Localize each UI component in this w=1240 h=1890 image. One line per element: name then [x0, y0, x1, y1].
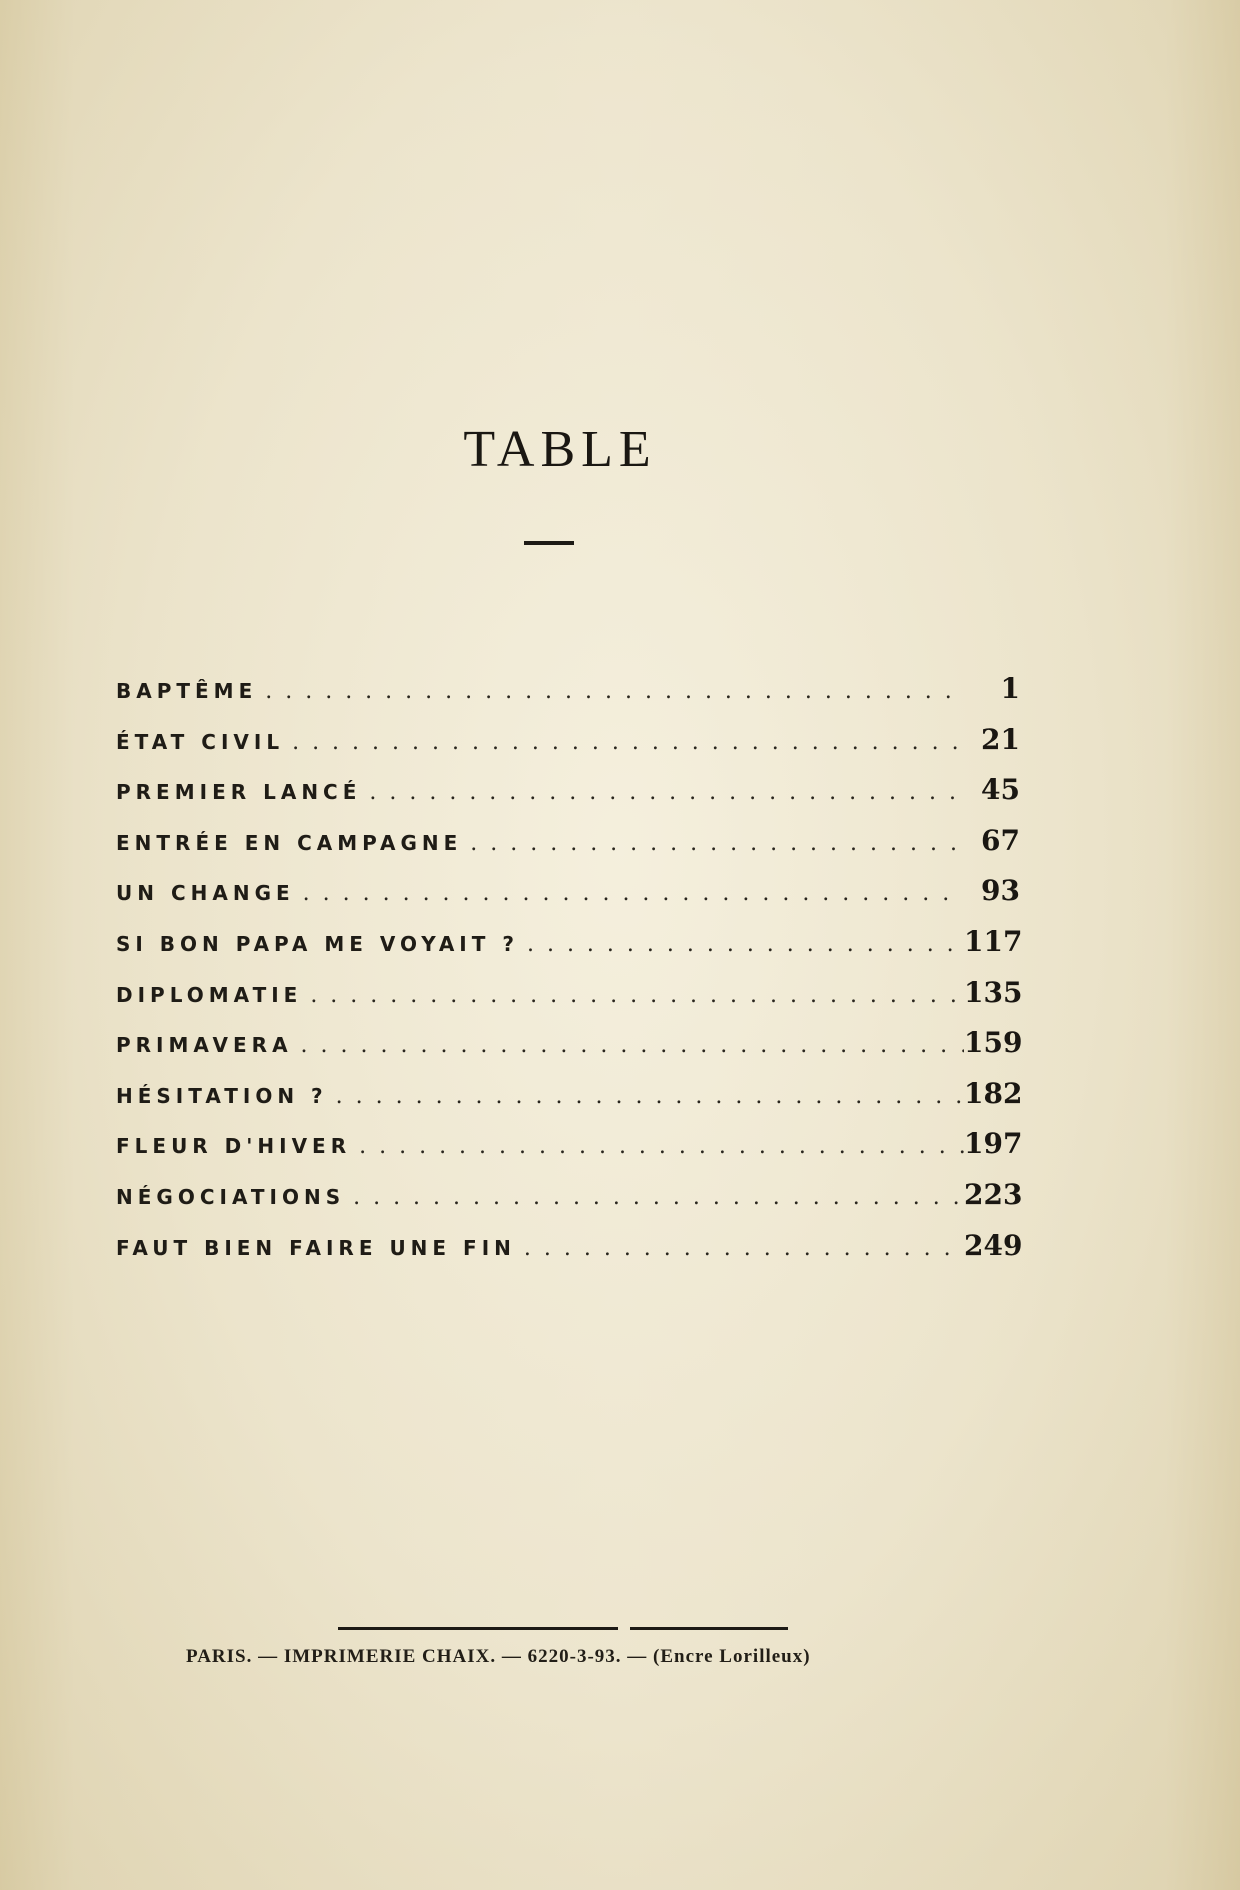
toc-entry-page: 159 [964, 1026, 1023, 1060]
toc-entry-page: 117 [964, 924, 1023, 958]
toc-entry-title: NÉGOCIATIONS [116, 1184, 346, 1209]
toc-entry [116, 773, 1020, 824]
toc-entry [116, 1177, 1023, 1229]
toc-entry [116, 672, 1020, 723]
toc-entry-title: BAPTÊME [116, 679, 258, 703]
imprint-rule-right [630, 1627, 788, 1630]
toc-entry-page: 45 [981, 773, 1020, 807]
toc-entry-title: ENTRÉE EN CAMPAGNE [116, 830, 463, 855]
toc-entry-page: 223 [964, 1177, 1023, 1211]
toc-entry-title: PREMIER LANCÉ [116, 780, 362, 805]
toc-entry-page: 135 [964, 975, 1023, 1009]
toc-entry [116, 1026, 1023, 1077]
toc-entry-title: PRIMAVERA [116, 1033, 293, 1058]
dot-leader [301, 1033, 964, 1058]
toc-entry-page: 249 [964, 1228, 1023, 1262]
toc-entry [116, 924, 1023, 976]
toc-entry-page: 1 [1000, 672, 1020, 705]
dot-leader [524, 1236, 964, 1261]
printer-imprint: PARIS. — IMPRIMERIE CHAIX. — 6220-3-93. — (Encre Lorilleux) [186, 1646, 811, 1667]
toc-entry-title: ÉTAT CIVIL [116, 729, 285, 754]
dot-leader [353, 1185, 964, 1210]
table-of-contents [116, 672, 1023, 1279]
toc-entry-page: 93 [981, 874, 1020, 908]
toc-entry-page: 21 [981, 722, 1020, 756]
toc-entry-title: SI BON PAPA ME VOYAIT ? [116, 931, 519, 956]
page-title: TABLE [463, 421, 657, 478]
toc-entry [116, 1076, 1023, 1128]
dot-leader [336, 1084, 964, 1109]
toc-entry-page: 67 [981, 823, 1020, 857]
toc-entry [116, 824, 1020, 875]
dot-leader [303, 881, 964, 906]
dot-leader [292, 730, 964, 755]
dot-leader [359, 1134, 964, 1159]
imprint-rule-left [338, 1627, 618, 1630]
toc-entry [116, 723, 1020, 774]
toc-entry-title: DIPLOMATIE [116, 982, 303, 1007]
toc-entry [116, 975, 1023, 1027]
toc-entry [116, 874, 1020, 925]
toc-entry-title: UN CHANGE [116, 881, 295, 906]
title-divider [524, 541, 574, 545]
dot-leader [470, 831, 964, 856]
toc-entry-title: HÉSITATION ? [116, 1083, 328, 1108]
toc-entry-title: FAUT BIEN FAIRE UNE FIN [116, 1235, 516, 1260]
toc-entry [116, 1228, 1023, 1280]
dot-leader [310, 983, 964, 1008]
toc-entry-page: 197 [964, 1127, 1023, 1161]
toc-entry-title: FLEUR D'HIVER [116, 1134, 352, 1159]
dot-leader [527, 932, 964, 957]
toc-entry-page: 182 [964, 1076, 1023, 1110]
dot-leader [369, 780, 964, 805]
toc-entry [116, 1127, 1023, 1178]
dot-leader [265, 679, 964, 704]
